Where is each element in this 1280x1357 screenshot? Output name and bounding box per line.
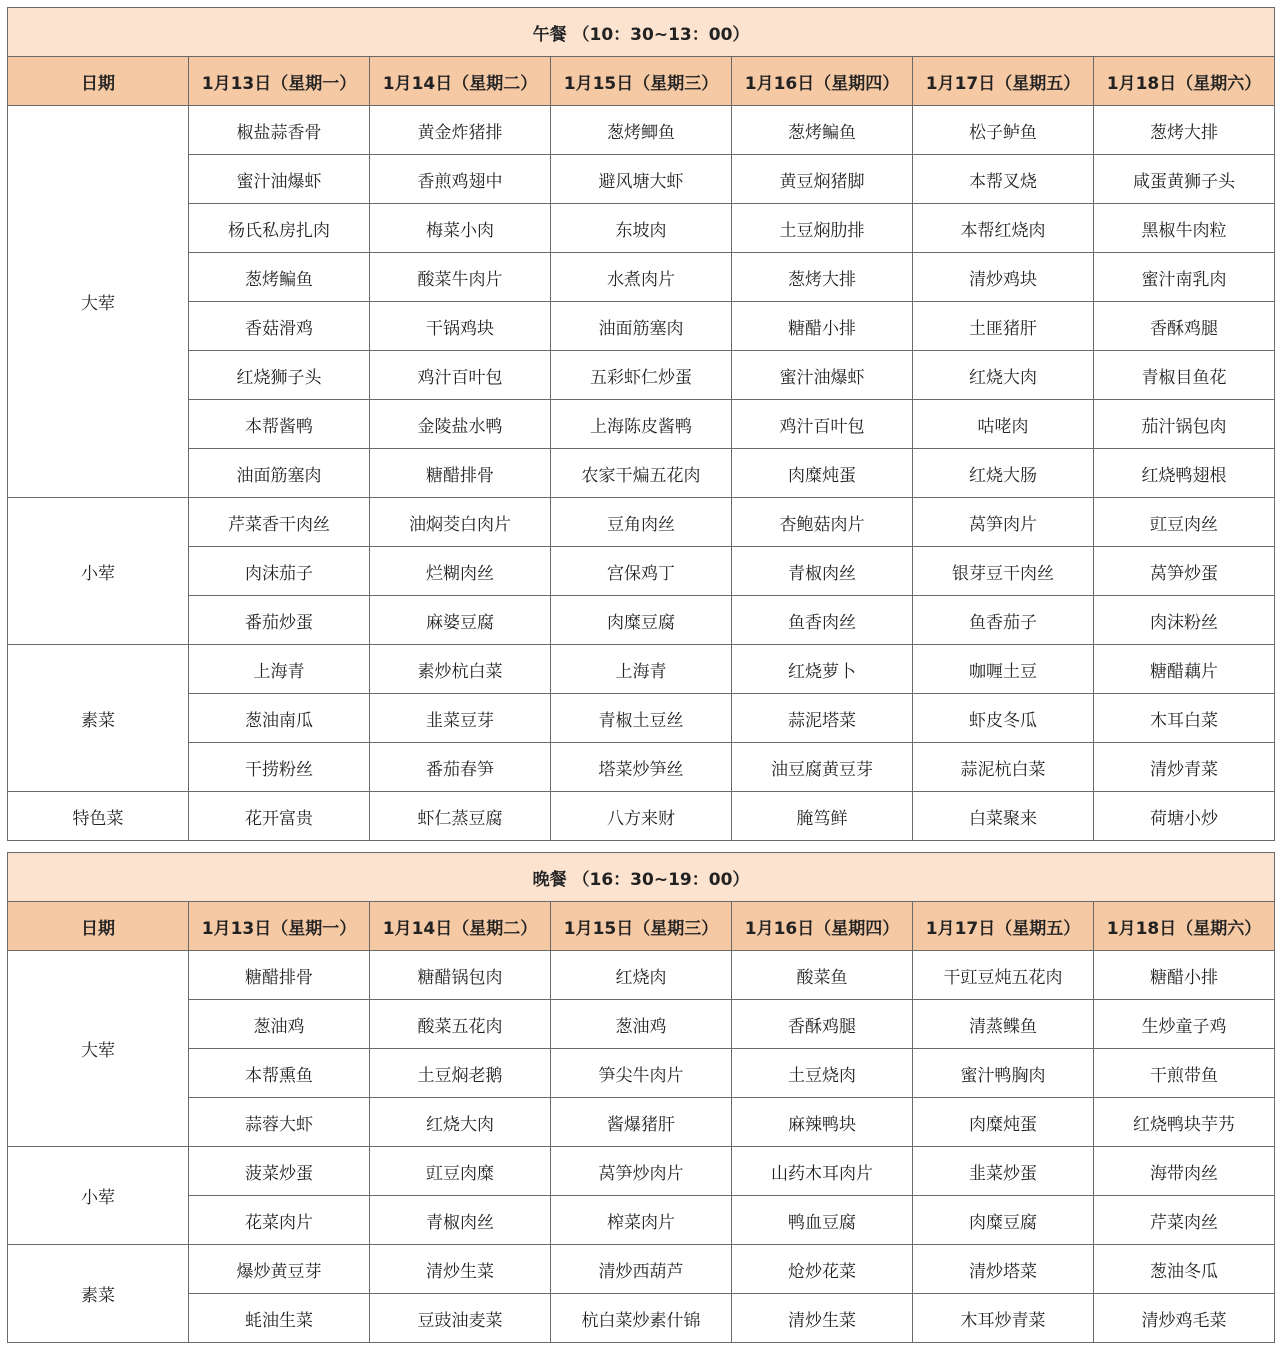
dish-cell: 豇豆肉丝	[1094, 498, 1275, 547]
dish-cell: 素炒杭白菜	[370, 645, 551, 694]
category-cell: 大荤	[8, 106, 189, 498]
day-header: 1月15日（星期三）	[551, 902, 732, 951]
category-cell: 小荤	[8, 498, 189, 645]
dish-cell: 咕咾肉	[913, 400, 1094, 449]
dinner-header-row	[8, 902, 1275, 951]
dish-cell: 茄汁锅包肉	[1094, 400, 1275, 449]
dish-cell: 番茄春笋	[370, 743, 551, 792]
dish-cell: 本帮酱鸭	[189, 400, 370, 449]
dish-cell: 炝炒花菜	[732, 1245, 913, 1294]
dish-cell: 韭菜炒蛋	[913, 1147, 1094, 1196]
dish-cell: 麻婆豆腐	[370, 596, 551, 645]
dish-cell: 榨菜肉片	[551, 1196, 732, 1245]
dish-cell: 虾仁蒸豆腐	[370, 792, 551, 841]
dish-cell: 生炒童子鸡	[1094, 1000, 1275, 1049]
dish-cell: 红烧鸭块芋艿	[1094, 1098, 1275, 1147]
day-header: 1月17日（星期五）	[913, 902, 1094, 951]
table-row	[8, 302, 1275, 351]
dish-cell: 上海青	[189, 645, 370, 694]
table-row	[8, 449, 1275, 498]
table-row	[8, 596, 1275, 645]
dish-cell: 清炒塔菜	[913, 1245, 1094, 1294]
table-row	[8, 1196, 1275, 1245]
dish-cell: 水煮肉片	[551, 253, 732, 302]
day-header: 1月13日（星期一）	[189, 902, 370, 951]
dish-cell: 葱烤鳊鱼	[732, 106, 913, 155]
dish-cell: 鸭血豆腐	[732, 1196, 913, 1245]
day-header: 1月15日（星期三）	[551, 57, 732, 106]
dish-cell: 烂糊肉丝	[370, 547, 551, 596]
dish-cell: 糖醋排骨	[370, 449, 551, 498]
dish-cell: 干煎带鱼	[1094, 1049, 1275, 1098]
dinner-menu-body	[8, 853, 1275, 1343]
lunch-title-row	[8, 8, 1275, 57]
dish-cell: 红烧鸭翅根	[1094, 449, 1275, 498]
category-cell: 大荤	[8, 951, 189, 1147]
dish-cell: 肉糜豆腐	[913, 1196, 1094, 1245]
dish-cell: 干捞粉丝	[189, 743, 370, 792]
dish-cell: 糖醋排骨	[189, 951, 370, 1000]
day-header: 1月18日（星期六）	[1094, 57, 1275, 106]
dish-cell: 花开富贵	[189, 792, 370, 841]
table-row	[8, 1245, 1275, 1294]
dish-cell: 蜜汁南乳肉	[1094, 253, 1275, 302]
dish-cell: 土匪猪肝	[913, 302, 1094, 351]
dish-cell: 鸡汁百叶包	[732, 400, 913, 449]
day-header: 1月18日（星期六）	[1094, 902, 1275, 951]
dish-cell: 菠菜炒蛋	[189, 1147, 370, 1196]
category-cell: 素菜	[8, 645, 189, 792]
dish-cell: 酸菜鱼	[732, 951, 913, 1000]
dish-cell: 葱烤鳊鱼	[189, 253, 370, 302]
dish-cell: 青椒目鱼花	[1094, 351, 1275, 400]
dish-cell: 麻辣鸭块	[732, 1098, 913, 1147]
dish-cell: 油豆腐黄豆芽	[732, 743, 913, 792]
dish-cell: 香酥鸡腿	[1094, 302, 1275, 351]
date-header: 日期	[8, 57, 189, 106]
dish-cell: 酸菜牛肉片	[370, 253, 551, 302]
dish-cell: 本帮熏鱼	[189, 1049, 370, 1098]
dish-cell: 腌笃鲜	[732, 792, 913, 841]
day-header: 1月16日（星期四）	[732, 902, 913, 951]
dish-cell: 本帮叉烧	[913, 155, 1094, 204]
dish-cell: 金陵盐水鸭	[370, 400, 551, 449]
lunch-menu-body	[8, 8, 1275, 841]
dish-cell: 笋尖牛肉片	[551, 1049, 732, 1098]
table-row	[8, 645, 1275, 694]
dish-cell: 蚝油生菜	[189, 1294, 370, 1343]
dish-cell: 椒盐蒜香骨	[189, 106, 370, 155]
dish-cell: 八方来财	[551, 792, 732, 841]
table-row	[8, 498, 1275, 547]
dish-cell: 红烧狮子头	[189, 351, 370, 400]
dish-cell: 香煎鸡翅中	[370, 155, 551, 204]
dish-cell: 花菜肉片	[189, 1196, 370, 1245]
category-cell: 小荤	[8, 1147, 189, 1245]
table-row	[8, 1147, 1275, 1196]
dish-cell: 香菇滑鸡	[189, 302, 370, 351]
dish-cell: 芹菜肉丝	[1094, 1196, 1275, 1245]
table-row	[8, 1000, 1275, 1049]
dish-cell: 梅菜小肉	[370, 204, 551, 253]
dish-cell: 土豆烧肉	[732, 1049, 913, 1098]
dish-cell: 酸菜五花肉	[370, 1000, 551, 1049]
dish-cell: 莴笋炒蛋	[1094, 547, 1275, 596]
lunch-title: 午餐 （10：30~13：00）	[8, 8, 1275, 57]
dish-cell: 荷塘小炒	[1094, 792, 1275, 841]
dish-cell: 红烧萝卜	[732, 645, 913, 694]
dish-cell: 青椒肉丝	[732, 547, 913, 596]
dish-cell: 番茄炒蛋	[189, 596, 370, 645]
dish-cell: 宫保鸡丁	[551, 547, 732, 596]
dish-cell: 本帮红烧肉	[913, 204, 1094, 253]
dish-cell: 莴笋炒肉片	[551, 1147, 732, 1196]
dish-cell: 蒜蓉大虾	[189, 1098, 370, 1147]
table-row	[8, 1098, 1275, 1147]
category-cell: 特色菜	[8, 792, 189, 841]
dish-cell: 葱油鸡	[189, 1000, 370, 1049]
table-row	[8, 951, 1275, 1000]
dish-cell: 肉糜豆腐	[551, 596, 732, 645]
dish-cell: 干锅鸡块	[370, 302, 551, 351]
table-row	[8, 351, 1275, 400]
dish-cell: 韭菜豆芽	[370, 694, 551, 743]
table-row	[8, 1049, 1275, 1098]
dish-cell: 糖醋小排	[1094, 951, 1275, 1000]
dish-cell: 青椒肉丝	[370, 1196, 551, 1245]
table-row	[8, 1294, 1275, 1343]
dish-cell: 塔菜炒笋丝	[551, 743, 732, 792]
date-header: 日期	[8, 902, 189, 951]
dish-cell: 爆炒黄豆芽	[189, 1245, 370, 1294]
table-row	[8, 743, 1275, 792]
dish-cell: 芹菜香干肉丝	[189, 498, 370, 547]
dish-cell: 肉糜炖蛋	[913, 1098, 1094, 1147]
lunch-header-row	[8, 57, 1275, 106]
dish-cell: 肉沫粉丝	[1094, 596, 1275, 645]
dish-cell: 油面筋塞肉	[551, 302, 732, 351]
dish-cell: 豆角肉丝	[551, 498, 732, 547]
table-row	[8, 106, 1275, 155]
table-row	[8, 204, 1275, 253]
dish-cell: 杨氏私房扎肉	[189, 204, 370, 253]
dish-cell: 蜜汁鸭胸肉	[913, 1049, 1094, 1098]
dish-cell: 葱烤鲫鱼	[551, 106, 732, 155]
dish-cell: 鱼香肉丝	[732, 596, 913, 645]
day-header: 1月14日（星期二）	[370, 902, 551, 951]
dish-cell: 清炒生菜	[370, 1245, 551, 1294]
dish-cell: 黑椒牛肉粒	[1094, 204, 1275, 253]
dish-cell: 红烧大肉	[370, 1098, 551, 1147]
dish-cell: 清炒鸡块	[913, 253, 1094, 302]
dinner-title: 晚餐 （16：30~19：00）	[8, 853, 1275, 902]
day-header: 1月16日（星期四）	[732, 57, 913, 106]
dinner-menu-table	[7, 852, 1275, 1343]
dish-cell: 青椒土豆丝	[551, 694, 732, 743]
dish-cell: 红烧大肉	[913, 351, 1094, 400]
table-row	[8, 400, 1275, 449]
lunch-menu-table	[7, 7, 1275, 841]
dish-cell: 肉沫茄子	[189, 547, 370, 596]
dish-cell: 清炒生菜	[732, 1294, 913, 1343]
dish-cell: 葱油南瓜	[189, 694, 370, 743]
dish-cell: 白菜聚来	[913, 792, 1094, 841]
dish-cell: 山药木耳肉片	[732, 1147, 913, 1196]
dish-cell: 肉糜炖蛋	[732, 449, 913, 498]
dish-cell: 糖醋锅包肉	[370, 951, 551, 1000]
table-row	[8, 547, 1275, 596]
table-row	[8, 253, 1275, 302]
dish-cell: 油焖茭白肉片	[370, 498, 551, 547]
dish-cell: 上海青	[551, 645, 732, 694]
dish-cell: 香酥鸡腿	[732, 1000, 913, 1049]
dish-cell: 莴笋肉片	[913, 498, 1094, 547]
dish-cell: 土豆焖老鹅	[370, 1049, 551, 1098]
dish-cell: 红烧肉	[551, 951, 732, 1000]
dish-cell: 土豆焖肋排	[732, 204, 913, 253]
category-cell: 素菜	[8, 1245, 189, 1343]
dish-cell: 杏鲍菇肉片	[732, 498, 913, 547]
dish-cell: 海带肉丝	[1094, 1147, 1275, 1196]
dish-cell: 葱烤大排	[1094, 106, 1275, 155]
dish-cell: 红烧大肠	[913, 449, 1094, 498]
day-header: 1月17日（星期五）	[913, 57, 1094, 106]
dish-cell: 葱烤大排	[732, 253, 913, 302]
dish-cell: 蜜汁油爆虾	[732, 351, 913, 400]
dish-cell: 咸蛋黄狮子头	[1094, 155, 1275, 204]
dish-cell: 蜜汁油爆虾	[189, 155, 370, 204]
dish-cell: 清蒸鲽鱼	[913, 1000, 1094, 1049]
dish-cell: 虾皮冬瓜	[913, 694, 1094, 743]
dish-cell: 酱爆猪肝	[551, 1098, 732, 1147]
dish-cell: 蒜泥杭白菜	[913, 743, 1094, 792]
dish-cell: 葱油鸡	[551, 1000, 732, 1049]
table-row	[8, 155, 1275, 204]
table-row	[8, 694, 1275, 743]
dish-cell: 银芽豆干肉丝	[913, 547, 1094, 596]
dish-cell: 上海陈皮酱鸭	[551, 400, 732, 449]
dish-cell: 蒜泥塔菜	[732, 694, 913, 743]
dish-cell: 黄金炸猪排	[370, 106, 551, 155]
dish-cell: 鸡汁百叶包	[370, 351, 551, 400]
dish-cell: 杭白菜炒素什锦	[551, 1294, 732, 1343]
dish-cell: 鱼香茄子	[913, 596, 1094, 645]
day-header: 1月13日（星期一）	[189, 57, 370, 106]
dish-cell: 黄豆焖猪脚	[732, 155, 913, 204]
dish-cell: 木耳白菜	[1094, 694, 1275, 743]
dish-cell: 糖醋藕片	[1094, 645, 1275, 694]
dish-cell: 松子鲈鱼	[913, 106, 1094, 155]
dish-cell: 油面筋塞肉	[189, 449, 370, 498]
dish-cell: 干豇豆炖五花肉	[913, 951, 1094, 1000]
dish-cell: 清炒西葫芦	[551, 1245, 732, 1294]
dish-cell: 葱油冬瓜	[1094, 1245, 1275, 1294]
dish-cell: 五彩虾仁炒蛋	[551, 351, 732, 400]
dish-cell: 避风塘大虾	[551, 155, 732, 204]
dish-cell: 糖醋小排	[732, 302, 913, 351]
table-row	[8, 792, 1275, 841]
dish-cell: 木耳炒青菜	[913, 1294, 1094, 1343]
dish-cell: 清炒青菜	[1094, 743, 1275, 792]
day-header: 1月14日（星期二）	[370, 57, 551, 106]
dish-cell: 豆豉油麦菜	[370, 1294, 551, 1343]
dinner-title-row	[8, 853, 1275, 902]
dish-cell: 咖喱土豆	[913, 645, 1094, 694]
dish-cell: 农家干煸五花肉	[551, 449, 732, 498]
dish-cell: 东坡肉	[551, 204, 732, 253]
dish-cell: 豇豆肉糜	[370, 1147, 551, 1196]
dish-cell: 清炒鸡毛菜	[1094, 1294, 1275, 1343]
